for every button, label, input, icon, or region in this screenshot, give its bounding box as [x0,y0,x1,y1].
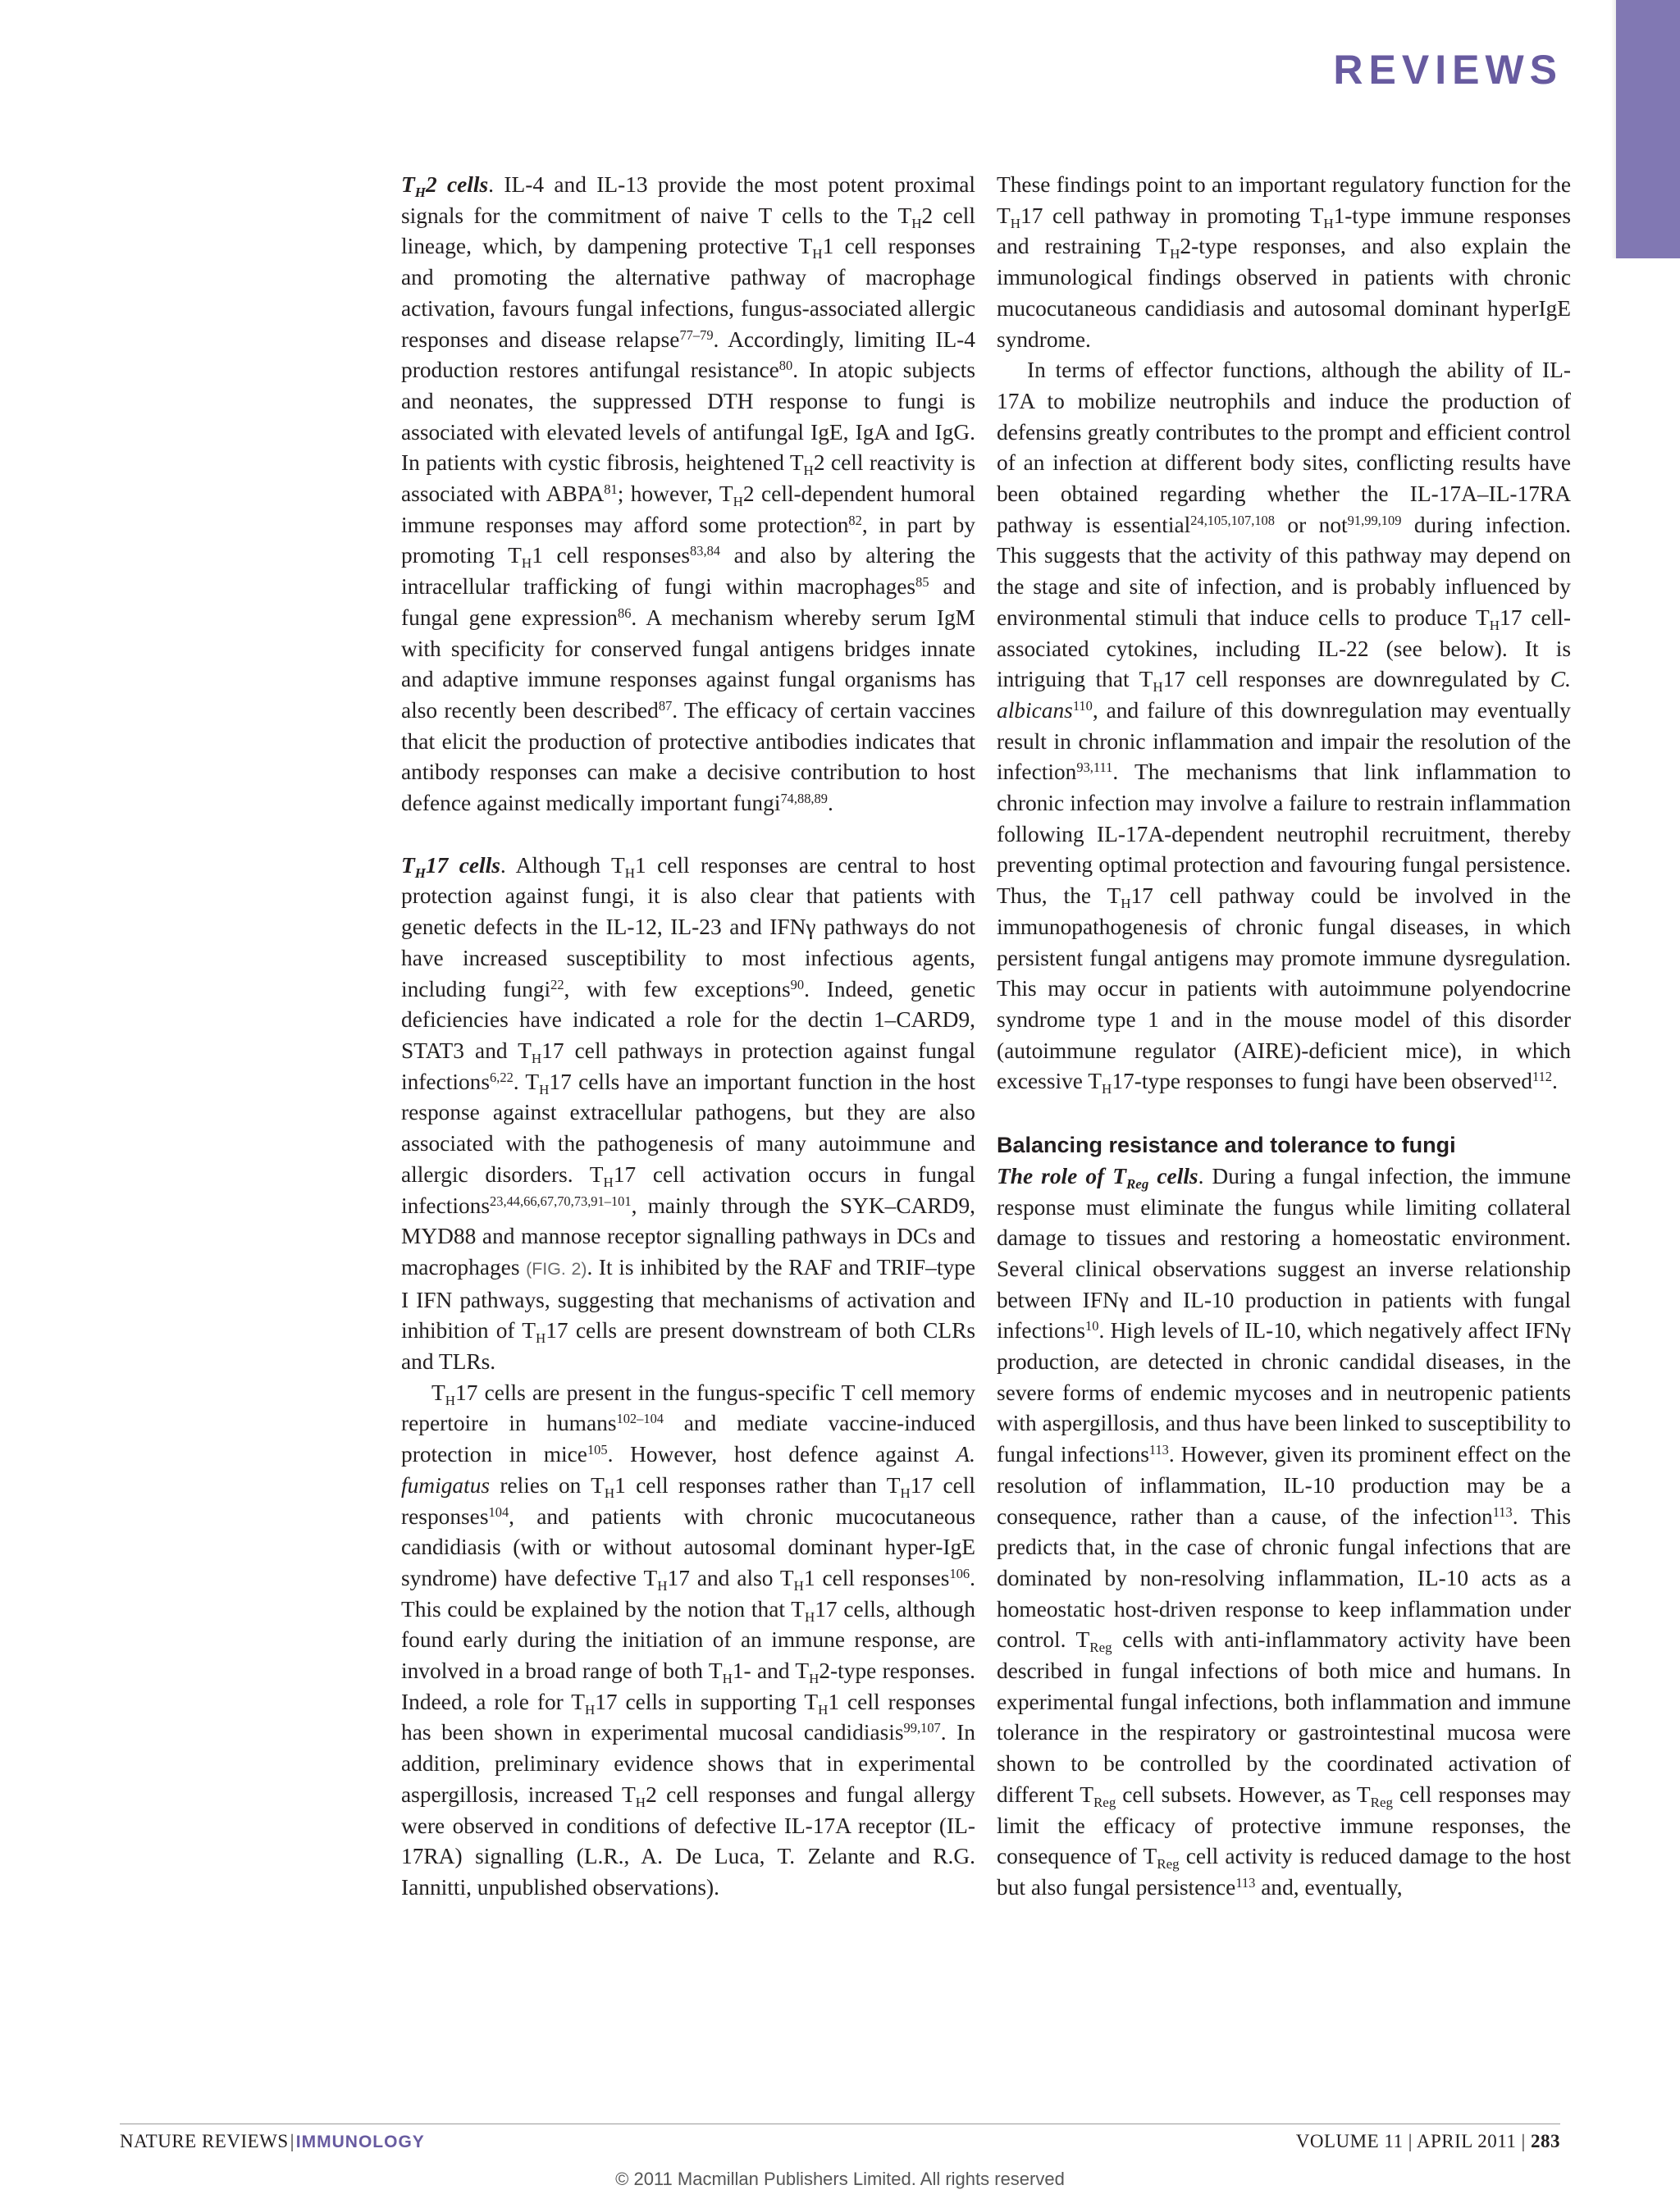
paragraph [997,355,1571,1097]
footer-date: APRIL 2011 [1416,2131,1517,2151]
footer-issue [1296,2131,1560,2152]
paragraph-text: These findings point to an important regulatory function for the $T_H17$ cell pathway in promoting $T_H1$-type immune responses and restraining $T_H2$-type responses, and also explain the immunological findings observed in patients with chronic mucocutaneous candidiasis and autosomal dominant hyperIgE syndrome. [997,172,1571,352]
paragraph [997,170,1571,355]
paragraph-th2-cells [401,170,975,819]
runin-heading: The role of $T_{Reg}$ cells [997,1163,1198,1192]
page-number: 283 [1531,2131,1560,2151]
paragraph-text: . IL-4 and IL-13 provide the most potent proximal signals for the commitment of naive T cells to the $T_H2$ cell lineage, which, by dampening protective $T_H1$ cell responses and promoting the alternative pathway of macrophage activation, favours fungal infections, fungus-associated allergic responses and disease relapse$^{77-79}$. Accordingly, limiting IL-4 production restores antifungal resistance$^{80}$. In atopic subjects and neonates, the suppressed DTH response to fungi is associated with elevated levels of antifungal IgE, IgA and IgG. In patients with cystic fibrosis, heightened $T_H2$ cell reactivity is associated with ABPA$^{81}$; however, $T_H2$ cell-dependent humoral immune responses may afford some protection$^{82}$, in part by promoting $T_H1$ cell responses$^{83,84}$ and also by altering the intracellular trafficking of fungi within macrophages$^{85}$ and fungal gene expression$^{86}$. A mechanism whereby serum IgM with specificity for conserved fungal antigens bridges innate and adaptive immune responses against fungal organisms has also recently been described$^{87}$. The efficacy of certain vaccines that elicit the production of protective antibodies indicates that antibody responses can make a decisive contribution to host defence against medically important fungi$^{74,88,89}$. [401,172,976,816]
paragraph-text: In terms of effector functions, although the ability of IL-17A to mobilize neutrophils and induce the production of defensins greatly contributes to the prompt and efficient control of an infection at different body sites, conflicting results have been obtained regarding whether the IL-17A–IL-17RA pathway is essential$^{24,105,107,108}$ or not$^{91,99,109}$ during infection. This suggests that the activity of this pathway may depend on the stage and site of infection, and is probably influenced by environmental stimuli that induce cells to produce $T_H17$ cell-associated cytokines, including IL-22 (see below). It is intriguing that $T_H17$ cell responses are downregulated by C. albicans$^{110}$, and failure of this downregulation may eventually result in chronic inflammation and impair the resolution of the infection$^{93,111}$. The mechanisms that link inflammation to chronic infection may involve a failure to restrain inflammation following IL-17A-dependent neutrophil recruitment, thereby preventing optimal protection and favouring fungal persistence. Thus, the $T_H17$ cell pathway could be involved in the immunopathogenesis of chronic fungal diseases, in which persistent fungal antigens may promote immune dysregulation. This may occur in patients with autoimmune polyendocrine syndrome type 1 and in the mouse model of this disorder (autoimmune regulator (AIRE)-deficient mice), in which excessive $T_H17$-type responses to fungi have been observed$^{112}$. [997,358,1571,1097]
runin-heading: $T_H17$ cells [401,852,500,881]
paragraph-text: $T_H17$ cells are present in the fungus-specific T cell memory repertoire in humans$^{102-104}$ and mediate vaccine-induced protection in mice$^{105}$. However, host defence against A. fumigatus relies on $T_H1$ cell responses rather than $T_H17$ cell responses$^{104}$, and patients with chronic mucocutaneous candidiasis (with or without autosomal dominant hyper-IgE syndrome) have defective $T_H17$ and also $T_H1$ cell responses$^{106}$. This could be explained by the notion that $T_H17$ cells, although found early during the initiation of an immune response, are involved in a broad range of both $T_H1-$ and $T_H2$-type responses. Indeed, a role for $T_H17$ cells in supporting $T_H1$ cell responses has been shown in experimental mucosal candidiasis$^{99,107}$. In addition, preliminary evidence shows that in experimental aspergillosis, increased $T_H2$ cell responses and fungal allergy were observed in conditions of defective IL-17A receptor (IL-17RA) signalling (L.R., A. De Luca, T. Zelante and R.G. Iannitti, unpublished observations). [401,1380,976,1900]
footer-publisher: NATURE REVIEWS [120,2131,289,2151]
left-column [401,170,975,1904]
footer-separator: | [290,2131,294,2151]
footer-journal-name: IMMUNOLOGY [295,2133,425,2151]
section-heading: Balancing resistance and tolerance to fungi [997,1133,1456,1158]
section-tag: REVIEWS [1333,47,1563,93]
section-side-tab [1616,0,1680,258]
right-column [997,170,1571,1904]
paragraph-treg-cells [997,1161,1571,1904]
paragraph [401,1378,975,1904]
footer-volume: VOLUME 11 [1295,2131,1404,2151]
runin-heading: $T_H2$ cells [401,172,489,200]
footer-journal [120,2131,425,2152]
paragraph-text: . During a fungal infection, the immune response must eliminate the fungus while limiting collateral damage to tissues and restoring a homeostatic environment. Several clinical observations suggest an inverse relationship between IFNγ and IL-10 production in patients with fungal infections$^{10}$. High levels of IL-10, which negatively affect IFNγ production, are detected in chronic candidal diseases, in the severe forms of endemic mycoses and in neutropenic patients with aspergillosis, and thus have been linked to susceptibility to fungal infections$^{113}$. However, given its prominent effect on the resolution of inflammation, IL-10 production may be a consequence, rather than a cause, of the infection$^{113}$. This predicts that, in the case of chronic fungal infections that are dominated by non-resolving inflammation, IL-10 acts as a homeostatic host-driven response to keep inflammation under control. $T_{Reg}$ cells with anti-inflammatory activity have been described in fungal infections of both mice and humans. In experimental fungal infections, both inflammation and immune tolerance in the respiratory or gastrointestinal mucosa were shown to be controlled by the coordinated activation of different $T_{Reg}$ cell subsets. However, as $T_{Reg}$ cell responses may limit the efficacy of protective immune responses, the consequence of $T_{Reg}$ cell activity is reduced damage to the host but also fungal persistence$^{113}$ and, eventually, [997,1163,1572,1900]
footer-separator: | [1408,2131,1413,2151]
paragraph-text: . Although $T_H1$ cell responses are central to host protection against fungi, it is also clear that patients with genetic defects in the IL-12, IL-23 and IFNγ pathways do not have increased susceptibility to most infectious agents, including fungi$^{22}$, with few exceptions$^{90}$. Indeed, genetic deficiencies have indicated a role for the dectin 1–CARD9, STAT3 and $T_H17$ cell pathways in protection against fungal infections$^{6,22}$. $T_H17$ cells have an important function in the host response against extracellular pathogens, but they are also associated with the pathogenesis of many autoimmune and allergic disorders. $T_H17$ cell activation occurs in fungal infections$^{23,44,66,67,70,73,91-101}$, mainly through the SYK–CARD9, MYD88 and mannose receptor signalling pathways in DCs and macrophages (FIG. 2). It is inhibited by the RAF and TRIF–type I IFN pathways, suggesting that mechanisms of activation and inhibition of $T_H17$ cells are present downstream of both CLRs and TLRs. [401,852,976,1375]
paragraph-th17-cells [401,851,975,1378]
footer-separator: | [1521,2131,1526,2151]
copyright-notice: © 2011 Macmillan Publishers Limited. All rights reserved [615,2169,1065,2189]
